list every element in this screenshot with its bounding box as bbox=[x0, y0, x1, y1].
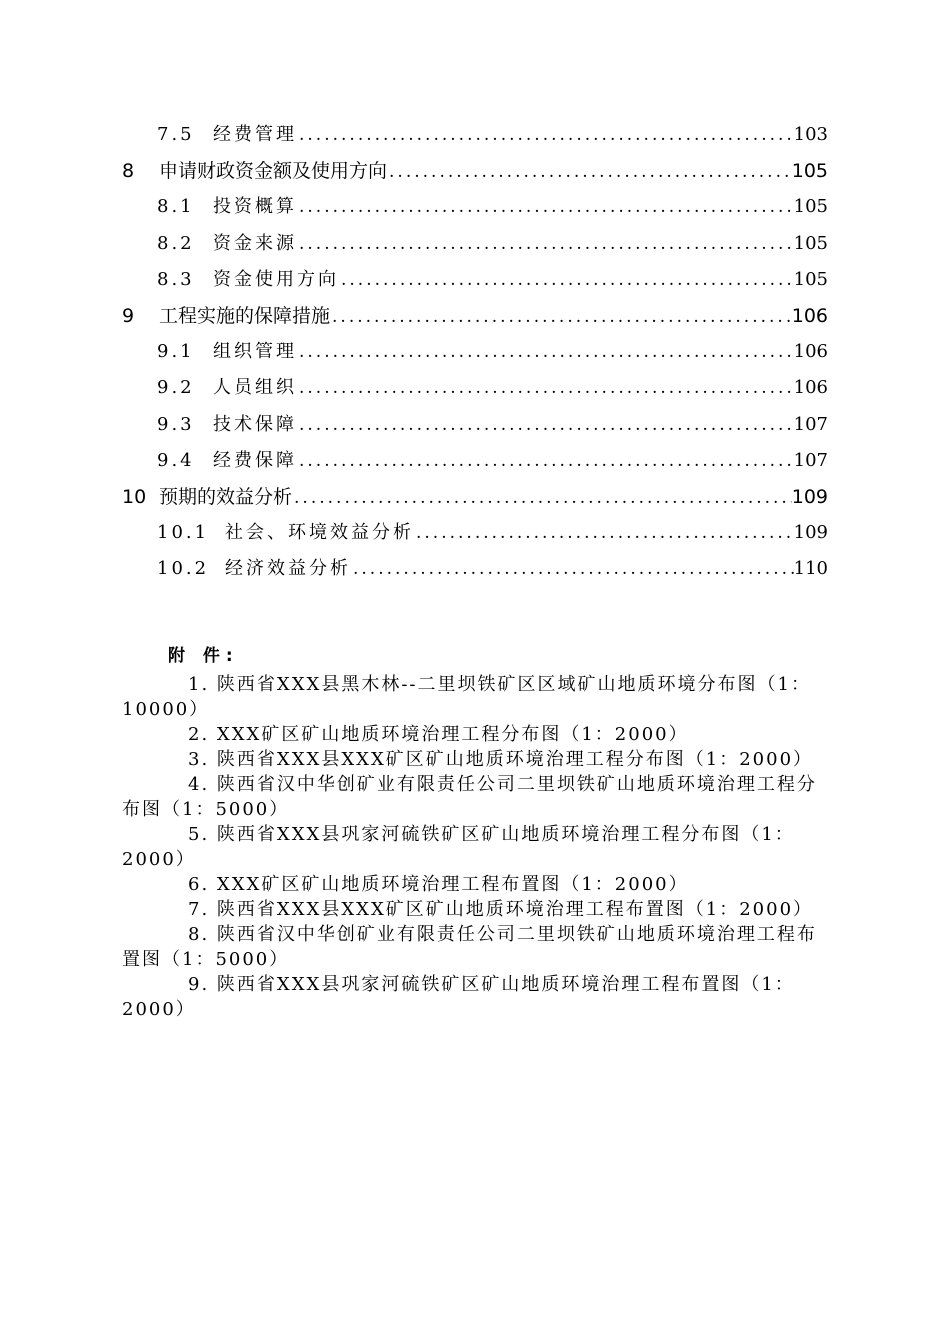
toc-entry[interactable] bbox=[122, 410, 828, 446]
appendix-item: 7. 陕西省XXX县XXX矿区矿山地质环境治理工程布置图（1：2000） bbox=[188, 899, 814, 920]
toc-number: 10 bbox=[122, 485, 147, 508]
toc-leader bbox=[387, 162, 792, 182]
toc-number: 9 bbox=[122, 304, 135, 327]
toc-title: 组织管理 bbox=[213, 341, 297, 363]
toc-number: 8.3 bbox=[157, 268, 195, 290]
toc-leader bbox=[297, 234, 794, 254]
toc-entry[interactable] bbox=[122, 265, 828, 301]
toc-number: 9.1 bbox=[157, 341, 195, 363]
appendix-heading: 附 件: bbox=[168, 646, 239, 666]
toc-leader bbox=[292, 488, 792, 508]
toc-number: 9.3 bbox=[157, 413, 195, 435]
toc-title: 经费管理 bbox=[213, 124, 297, 145]
toc-title: 社会、环境效益分析 bbox=[225, 522, 414, 544]
toc-entry[interactable] bbox=[122, 337, 828, 373]
toc-page: 110 bbox=[793, 558, 828, 580]
appendix-item: 1. 陕西省XXX县黑木林--二里坝铁矿区区域矿山地质环境分布图（1：10000） bbox=[122, 674, 811, 720]
toc-leader bbox=[297, 451, 794, 471]
toc-number: 9.2 bbox=[157, 377, 195, 399]
toc-number: 8 bbox=[122, 160, 135, 183]
toc-number: 9.4 bbox=[157, 449, 195, 471]
toc-title: 资金来源 bbox=[213, 232, 297, 254]
toc-page: 107 bbox=[793, 449, 828, 471]
appendix-item: 5. 陕西省XXX县巩家河硫铁矿区矿山地质环境治理工程分布图（1：2000） bbox=[122, 824, 795, 870]
appendix-item: 2. XXX矿区矿山地质环境治理工程分布图（1：2000） bbox=[188, 724, 689, 745]
toc-page: 106 bbox=[793, 377, 828, 399]
toc-leader bbox=[330, 307, 792, 327]
toc-title: 资金使用方向 bbox=[213, 268, 339, 290]
toc-title: 经费保障 bbox=[213, 449, 297, 471]
appendix-item: 3. 陕西省XXX县XXX矿区矿山地质环境治理工程分布图（1：2000） bbox=[188, 749, 814, 770]
appendix-item: 4. 陕西省汉中华创矿业有限责任公司二里坝铁矿山地质环境治理工程分布图（1：5000） bbox=[122, 774, 817, 820]
appendix-item: 8. 陕西省汉中华创矿业有限责任公司二里坝铁矿山地质环境治理工程布置图（1：5000） bbox=[122, 924, 817, 970]
toc-number: 8.2 bbox=[157, 232, 195, 254]
toc-entry[interactable] bbox=[122, 518, 828, 554]
toc-page: 105 bbox=[793, 232, 828, 254]
toc-page: 105 bbox=[793, 268, 828, 290]
toc-title: 申请财政资金额及使用方向 bbox=[159, 160, 388, 183]
toc-page: 107 bbox=[793, 413, 828, 435]
toc-title: 经济效益分析 bbox=[225, 558, 351, 580]
toc-page: 109 bbox=[793, 522, 828, 544]
appendix-item: 9. 陕西省XXX县巩家河硫铁矿区矿山地质环境治理工程布置图（1：2000） bbox=[122, 974, 795, 1020]
appendix-item: 6. XXX矿区矿山地质环境治理工程布置图（1：2000） bbox=[188, 874, 689, 895]
toc-entry[interactable] bbox=[122, 554, 828, 590]
toc-number: 8.1 bbox=[157, 196, 195, 218]
toc-page: 106 bbox=[791, 304, 828, 327]
table-of-contents bbox=[122, 120, 828, 590]
toc-leader bbox=[297, 415, 794, 435]
toc-entry[interactable] bbox=[122, 482, 828, 518]
toc-page: 103 bbox=[793, 124, 828, 145]
toc-number: 7.5 bbox=[157, 124, 195, 145]
toc-title: 人员组织 bbox=[213, 377, 297, 399]
toc-entry[interactable] bbox=[122, 446, 828, 482]
toc-page: 105 bbox=[791, 160, 828, 183]
toc-leader bbox=[297, 378, 794, 398]
toc-number: 10.1 bbox=[157, 522, 210, 544]
toc-entry[interactable] bbox=[122, 301, 828, 337]
appendix bbox=[122, 644, 832, 1022]
toc-title: 预期的效益分析 bbox=[159, 485, 293, 508]
toc-page: 106 bbox=[793, 341, 828, 363]
toc-leader bbox=[351, 559, 794, 579]
toc-entry[interactable] bbox=[122, 192, 828, 228]
toc-number: 10.2 bbox=[157, 558, 210, 580]
toc-title: 技术保障 bbox=[213, 413, 297, 435]
toc-entry[interactable] bbox=[122, 373, 828, 409]
toc-entry[interactable] bbox=[122, 156, 828, 192]
toc-title: 工程实施的保障措施 bbox=[159, 304, 331, 327]
toc-leader bbox=[297, 125, 794, 145]
toc-leader bbox=[414, 523, 794, 543]
toc-page: 105 bbox=[793, 196, 828, 218]
toc-leader bbox=[297, 197, 794, 217]
toc-title: 投资概算 bbox=[213, 196, 297, 218]
toc-entry[interactable] bbox=[122, 120, 828, 156]
toc-leader bbox=[339, 270, 794, 290]
toc-leader bbox=[297, 342, 794, 362]
toc-entry[interactable] bbox=[122, 229, 828, 265]
toc-page: 109 bbox=[791, 485, 828, 508]
